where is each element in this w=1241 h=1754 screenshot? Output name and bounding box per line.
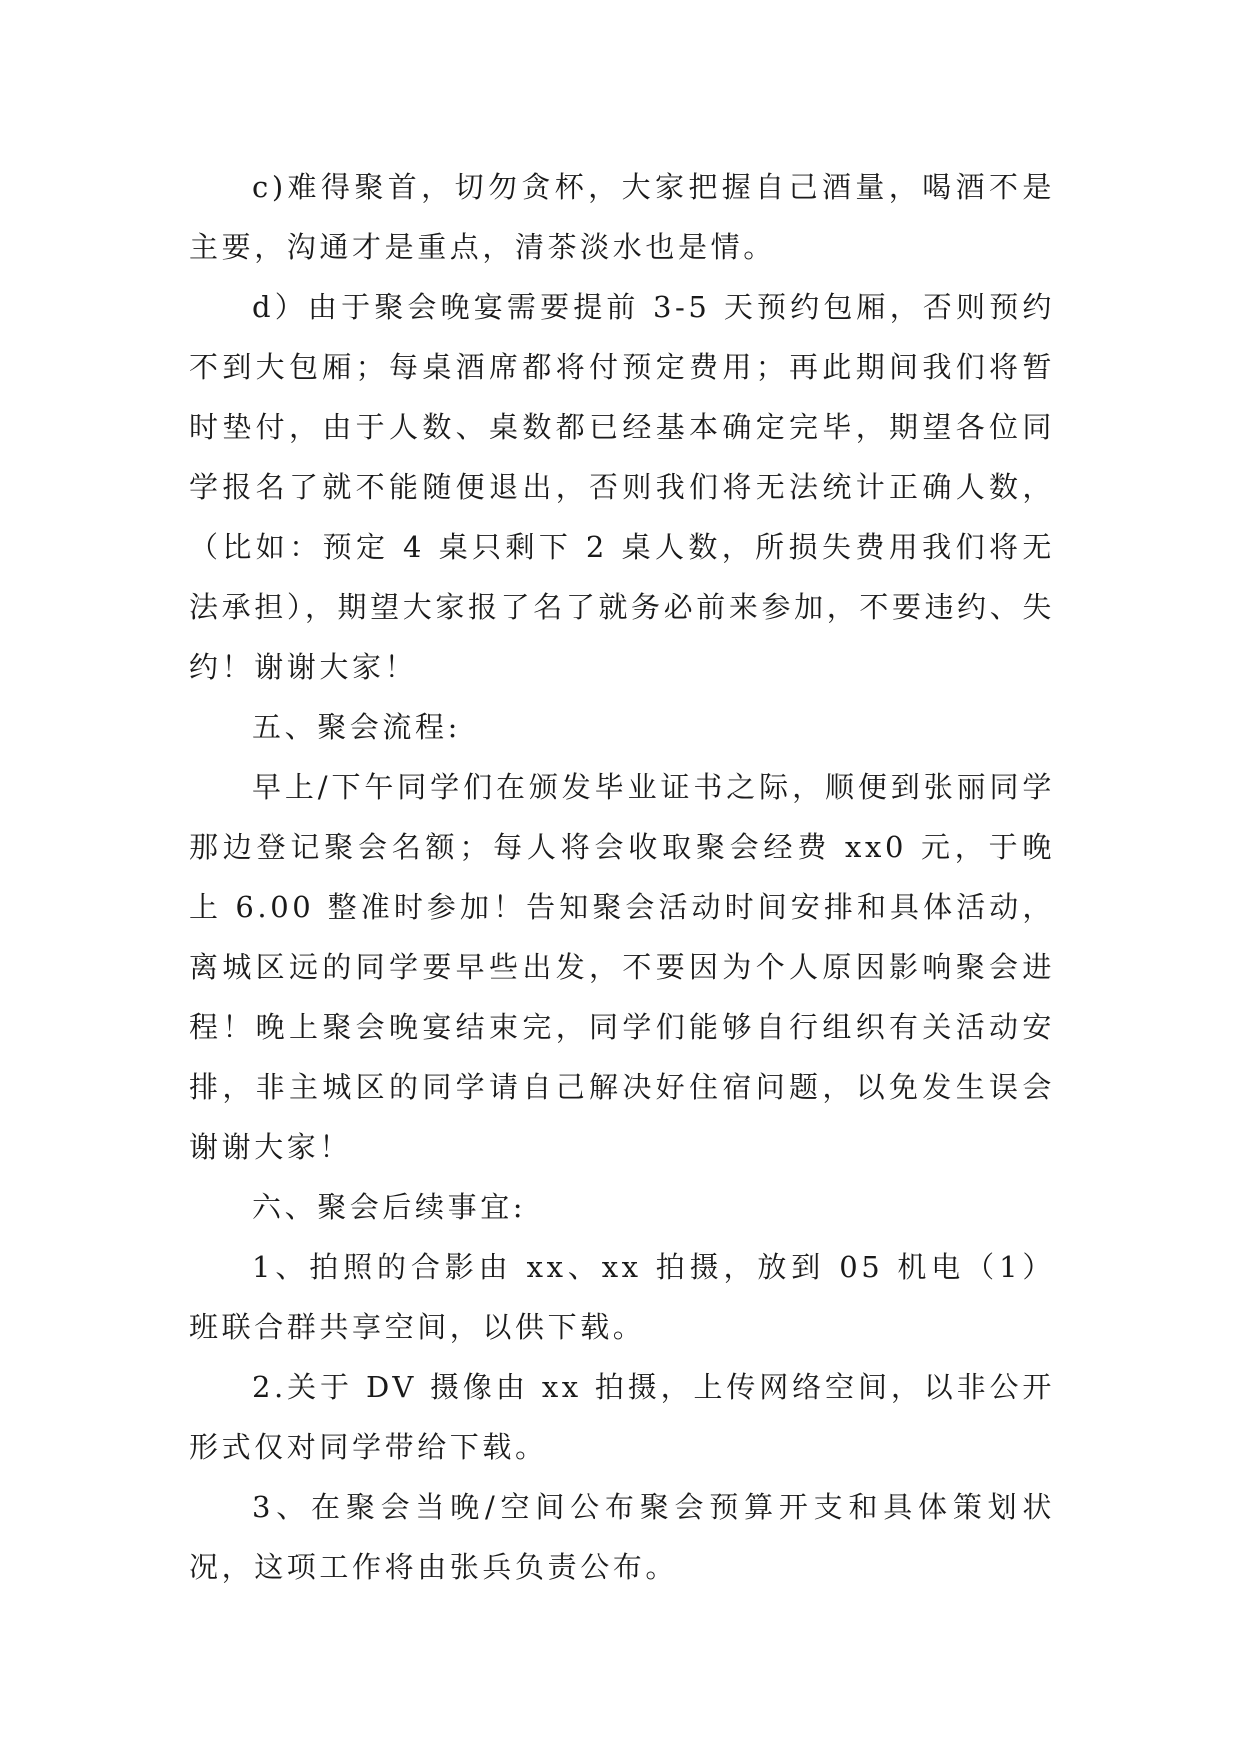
paragraph-followup-photos: 1、拍照的合影由 xx、xx 拍摄，放到 05 机电（1）班联合群共享空间，以供下载。 xyxy=(189,1250,1055,1344)
section-heading-process: 五、聚会流程: xyxy=(252,710,461,744)
paragraph-followup-video: 2.关于 DV 摄像由 xx 拍摄，上传网络空间，以非公开形式仅对同学带给下载。 xyxy=(189,1370,1055,1464)
paragraph-drinking-note: c)难得聚首，切勿贪杯，大家把握自己酒量，喝酒不是主要，沟通才是重点，清茶淡水也是情。 xyxy=(189,170,1055,264)
paragraph-process-detail: 早上/下午同学们在颁发毕业证书之际，顺便到张丽同学那边登记聚会名额；每人将会收取聚会经费 xx0 元，于晚上 6.00 整准时参加！告知聚会活动时间安排和具体活动，离城区远的同学要早些出发，不要因为个人原因影响聚会进程！晚上聚会晚宴结束完，同学们能够自行组织有关活动安排，非主城区的同学请自己解决好住宿问题，以免发生误会谢谢大家！ xyxy=(189,770,1055,1164)
document-body xyxy=(189,157,1055,1597)
section-heading-followup: 六、聚会后续事宜: xyxy=(252,1190,527,1224)
paragraph-followup-budget: 3、在聚会当晚/空间公布聚会预算开支和具体策划状况，这项工作将由张兵负责公布。 xyxy=(189,1490,1055,1584)
paragraph-reservation-note: d）由于聚会晚宴需要提前 3-5 天预约包厢，否则预约不到大包厢；每桌酒席都将付预定费用；再此期间我们将暂时垫付，由于人数、桌数都已经基本确定完毕，期望各位同学报名了就不能随便退出，否则我们将无法统计正确人数，（比如：预定 4 桌只剩下 2 桌人数，所损失费用我们将无法承担），期望大家报了名了就务必前来参加，不要违约、失约！谢谢大家！ xyxy=(189,290,1055,684)
